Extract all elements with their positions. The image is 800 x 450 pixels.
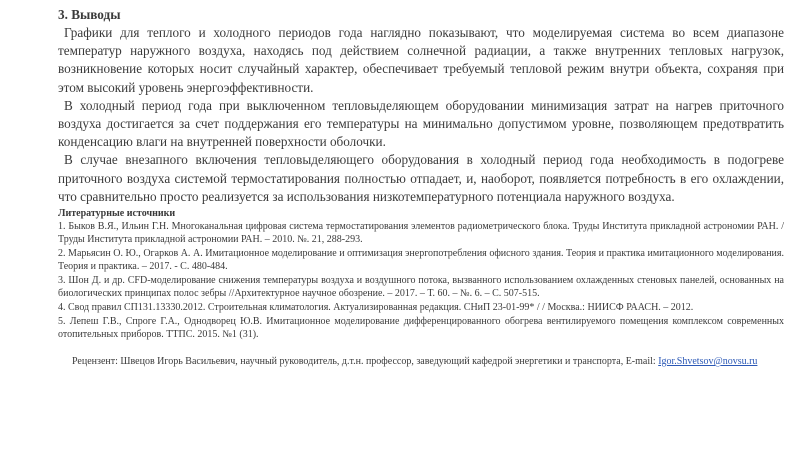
conclusion-paragraph-3: В случае внезапного включения тепловыделяющего оборудования в холодный период года необходимость в подогреве приточного воздуха системой термостатирования полностью отпадает, и, наоборот, появляется потребность в его охлаждении, что сравнительно просто реализуется за использования низкотемпературного потенциала наружного воздуха.	[58, 152, 784, 204]
email-link[interactable]: Igor.Shvetsov@novsu.ru	[658, 356, 758, 368]
reference-item: 1. Быков В.Я., Ильин Г.Н. Многоканальная цифровая система термостатирования элементов радиометрического блока. Труды Института прикладной астрономии РАН. / Труды Института прикладной астрономии РАН. – 2010. №. 21, 288-293.	[58, 221, 784, 246]
section-heading: 3. Выводы	[58, 7, 121, 22]
spacer	[58, 342, 784, 355]
reviewer-note	[58, 355, 784, 368]
reference-item: 2. Марьясин О. Ю., Огарков А. А. Имитационное моделирование и оптимизация энергопотребления офисного здания. Теория и практика имитационного моделирования. Теория и практика. – 2017. - С. 480-484.	[58, 248, 784, 273]
reference-item: 5. Лепеш Г.В., Спроге Г.А., Однодворец Ю.В. Имитационное моделирование дифференцированного обогрева вентилируемого помещения комплексом современных отопительных приборов. ТТПС. 2015. №1 (31).	[58, 316, 784, 341]
conclusion-paragraph-2: В холодный период года при выключенном тепловыделяющем оборудовании минимизация затрат на нагрев приточного воздуха достигается за счет поддержания его температуры на минимально допустимом уровне, позволяющем предотвратить конденсацию влаги на внутренней поверхности оболочки.	[58, 97, 784, 150]
document-page	[58, 6, 784, 368]
reference-item: 3. Шон Д. и др. CFD-моделирование снижения температуры воздуха и воздушного потока, вызванного использованием охлажденных стеновых панелей, основанных на биологических принципах полос зебры //Архитектурное научное обозрение. – 2017. – Т. 60. – №. 6. – С. 507-515.	[58, 275, 784, 300]
references-title: Литературные источники	[58, 208, 176, 220]
reviewer-text: Рецензент: Швецов Игорь Васильевич, научный руководитель, д.т.н. профессор, заведующий кафедрой энергетики и транспорта,	[72, 356, 626, 368]
conclusion-paragraph-1: Графики для теплого и холодного периодов года наглядно показывают, что моделируемая система во всем диапазоне температур наружного воздуха, находясь под действием солнечной радиации, а также внутренних тепловых нагрузок, возникновение которых носит случайный характер, обеспечивает требуемый тепловой режим внутри объекта, сохраняя при этом высокий уровень энергоэффективности.	[58, 25, 784, 95]
email-label: E-mail:	[625, 356, 656, 368]
reference-item: 4. Свод правил СП131.13330.2012. Строительная климатология. Актуализированная редакция. СНиП 23-01-99* / / Москва.: НИИСФ РААСН. – 2012.	[58, 302, 694, 314]
references-list	[58, 220, 784, 341]
